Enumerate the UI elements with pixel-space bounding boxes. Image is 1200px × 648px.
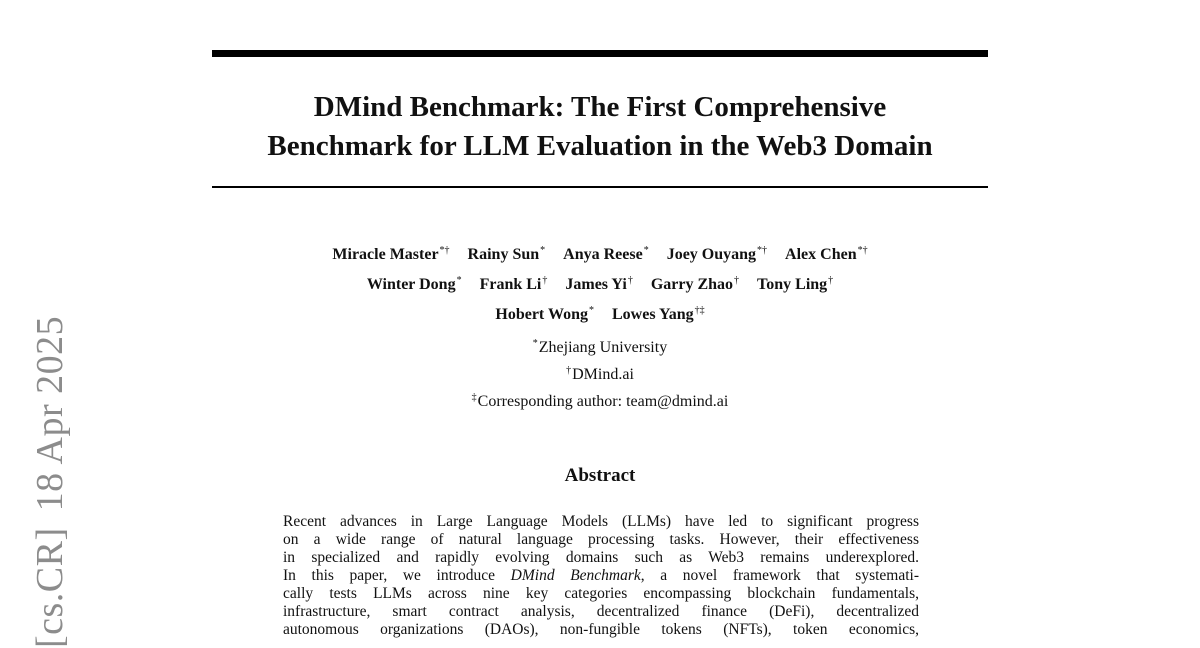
abstract-heading: Abstract [564,465,636,486]
author-row-3 [212,298,988,328]
title-top-rule [212,50,988,57]
abstract-line: In this paper, we introduce DMind Benchmark, a novel framework that systemati- [283,567,919,584]
author: Rainy Sun* [467,245,546,263]
affiliation-line: †DMind.ai [566,365,634,383]
abstract-line: in specialized and rapidly evolving domains such as Web3 remains underexplored. [283,549,919,566]
author: Frank Li† [479,275,548,293]
author: Miracle Master*† [332,245,450,263]
author: James Yi† [565,275,633,293]
arxiv-category: [cs.CR] [29,527,71,648]
author: Anya Reese* [563,245,649,263]
affiliations [212,332,988,413]
author: Tony Ling† [757,275,834,293]
abstract-body [283,513,919,639]
arxiv-identifier-stamp [28,288,72,648]
abstract-line: Recent advances in Large Language Models (LLMs) have led to significant progress [283,513,919,530]
corresponding-author-line: ‡Corresponding author: team@dmind.ai [471,392,729,410]
paper-title [212,88,988,166]
author: Garry Zhao† [650,275,740,293]
arxiv-date: 18 Apr 2025 [29,315,71,512]
author: Winter Dong* [366,275,462,293]
affiliation-line: *Zhejiang University [532,338,668,356]
author: Hobert Wong* [495,305,594,323]
author-row-2 [212,268,988,298]
paper-title-line-1: DMind Benchmark: The First Comprehensive [313,91,887,123]
author-row-1 [212,238,988,268]
paper-title-line-2: Benchmark for LLM Evaluation in the Web3 Domain [267,130,933,162]
abstract-line: cally tests LLMs across nine key categories encompassing blockchain fundamentals, [283,585,919,602]
abstract-line: on a wide range of natural language processing tasks. However, their effectiveness [283,531,919,548]
author-list [212,238,988,328]
benchmark-name-emphasis: DMind Benchmark [510,567,641,584]
author: Alex Chen*† [785,245,868,263]
title-bottom-rule [212,186,988,188]
abstract-line: infrastructure, smart contract analysis, decentralized finance (DeFi), decentralized [283,603,919,620]
abstract-line-partial: autonomous organizations (DAOs), non-fungible tokens (NFTs), token economics, [283,621,919,638]
author: Joey Ouyang*† [666,245,768,263]
author: Lowes Yang†‡ [611,305,705,323]
